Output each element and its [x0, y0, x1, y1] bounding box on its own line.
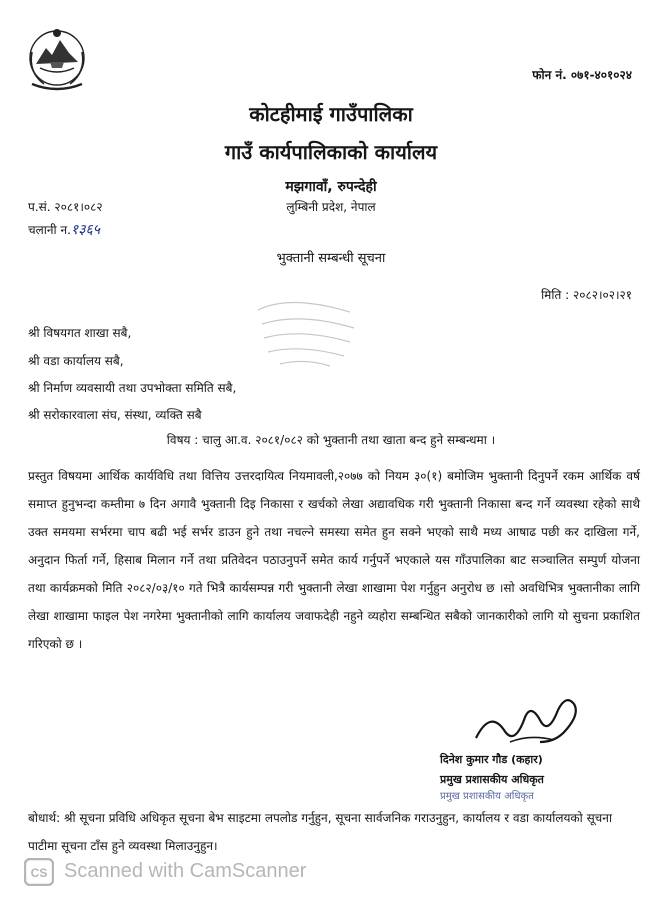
municipality-name: कोटहीमाई गाउँपालिका: [249, 102, 413, 126]
address-line-2: लुम्बिनी प्रदेश, नेपाल: [286, 200, 376, 214]
recipient-1: श्री विषयगत शाखा सबै,: [28, 326, 132, 340]
recipient-2: श्री वडा कार्यालय सबै,: [28, 354, 124, 368]
camscanner-logo-text: CS: [30, 866, 48, 880]
phone-number: फोन नं. ०७१-४०१०२४: [532, 68, 632, 82]
camscanner-watermark: Scanned with CamScanner: [64, 860, 307, 882]
recipient-4: श्री सरोकारवाला संघ, संस्था, व्यक्ति सबै: [28, 408, 202, 422]
recipient-3: श्री निर्माण व्यवसायी तथा उपभोक्ता समिति सबै,: [28, 381, 237, 395]
dispatch-label: चलानी न.: [28, 223, 71, 237]
subject-line: विषय : चालु आ.व. २०८१/०८२ को भुक्तानी तथा खाता बन्द हुने सम्बन्धमा ।: [166, 433, 496, 447]
dispatch-number: [28, 220, 100, 239]
signatory-title: प्रमुख प्रशासकीय अधिकृत: [440, 773, 544, 786]
cc-note: बोधार्थ: श्री सूचना प्रविधि अधिकृत सूचना बेभ साइटमा लपलोड गर्नुहुन, सूचना सार्वजनिक गराउनुहुन, कार्यालय र वडा कार्यालयको सूचना पाटीमा सूचना टाँस हुने व्यवस्था मिलाउनुहुन।: [28, 811, 613, 853]
signature-icon: [470, 690, 590, 750]
office-seal-icon: [250, 290, 365, 370]
notice-title: भुक्तानी सम्बन्धी सूचना: [276, 251, 386, 266]
signatory-name: दिनेश कुमार गौड (कहार): [440, 753, 543, 766]
nepal-emblem-icon: [22, 22, 92, 94]
address-line-1: मझगावाँ, रुपन्देही: [285, 179, 377, 195]
office-name: गाउँ कार्यपालिकाको कार्यालय: [224, 140, 438, 164]
camscanner-logo-icon: [24, 858, 54, 886]
reference-number: प.सं. २०८१।०८२: [28, 200, 103, 214]
signatory-stamp: प्रमुख प्रशासकीय अधिकृत: [440, 791, 534, 802]
notice-date: मिति : २०८२।०२।२१: [541, 288, 632, 302]
dispatch-handwritten-number: १३६५: [70, 222, 101, 238]
body-paragraph: प्रस्तुत विषयमा आर्थिक कार्यविधि तथा वित्तिय उत्तरदायित्व नियमावली,२०७७ को नियम ३०(१) बमोजिम भुक्तानी दिनुपर्ने रकम आर्थिक वर्ष समाप्त हुनुभन्दा कम्तीमा ७ दिन अगावै भुक्तानी दिइ निकासा र खर्चको लेखा अद्यावधिक गरी भुक्तानी निकासा बन्द गर्ने व्यवस्था रहेको साथै उक्त समयमा सर्भरमा चाप बढी भई सर्भर डाउन हुने तथा नचल्ने समस्या समेत हुन सक्ने भएको साथै मध्य आषाढ पछी कर दाखिला गर्ने, अनुदान फिर्ता गर्ने, हिसाब मिलान गर्ने तथा प्रतिवेदन पठाउनुपर्ने समेत कार्य गर्नुपर्ने भएकाले यस गाँउपालिका बाट सञ्चालित सम्पुर्ण योजना तथा कार्यक्रमको मिति २०८२/०३/१० गते भित्रै कार्यसम्पन्न गरी भुक्तानी लेखा शाखामा पेश गर्नुहुन अनुरोध छ ।सो अवधिभित्र भुक्तानीका लागि लेखा शाखामा फाइल पेश नगरेमा भुक्तानीको लागि कार्यालय जवाफदेही नहुने व्यहोरा सम्बन्धित सबैको जानकारीको लागि यो सुचना प्रकाशित गरिएको छ ।: [28, 469, 640, 651]
